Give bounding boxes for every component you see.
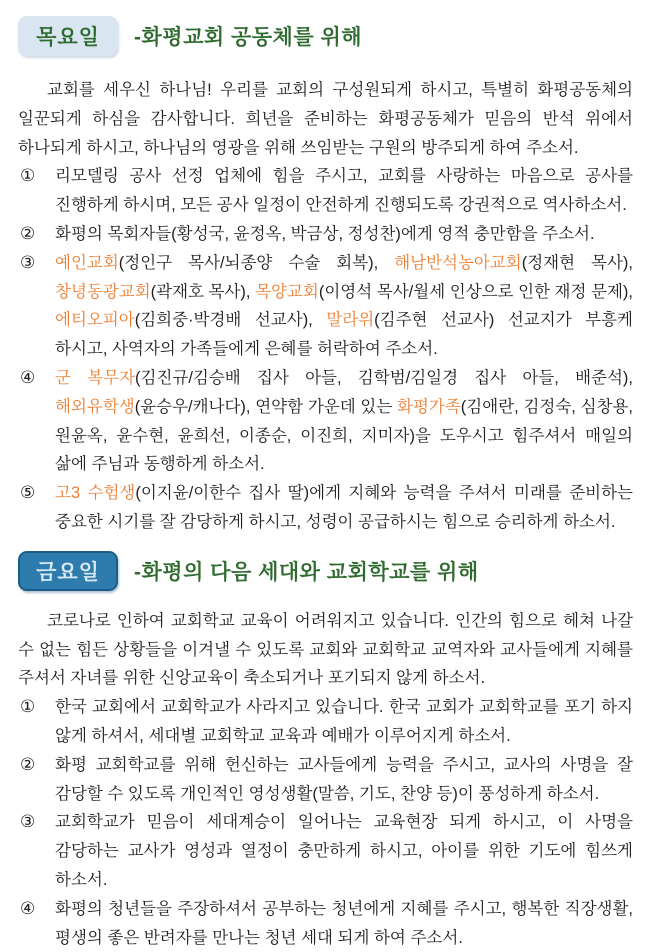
text-segment: (정인구 목사/뇌종양 수술 회복), [118,253,395,272]
text-segment: 화평의 청년들을 주장하셔서 공부하는 청년에게 지혜를 주시고, 행복한 직장생활, 평생의 좋은 반려자를 만나는 청년 세대 되게 하여 주소서. [55,899,633,947]
text-segment: 화평의 목회자들(황성국, 윤정옥, 박금상, 정성찬)에게 영적 충만함을 주소서. [55,224,595,243]
prayer-item [18,751,633,809]
item-number: ⑤ [20,483,36,503]
text-segment: 교회학교가 믿음이 세대계승이 일어나는 교육현장 되게 하시고, 이 사명을 감당하는 교사가 영성과 열정이 충만하게 하시고, 아이를 위한 기도에 힘쓰게 하소서. [55,813,633,889]
section-friday [18,551,633,952]
item-number: ④ [20,898,36,918]
item-text [55,364,633,479]
prayer-item [18,808,633,894]
item-text [55,808,633,894]
highlighted-phrase: 해남반석농아교회 [394,253,522,272]
friday-title: -화평의 다음 세대와 교회학교를 위해 [134,560,479,584]
item-text [55,162,633,220]
text-segment: (이지윤/이한수 집사 딸)에게 지혜와 능력을 주셔서 미래를 준비하는 중요한 시기를 잘 감당하게 하시고, 성령이 공급하시는 힘으로 승리하게 하소서. [55,484,633,531]
text-segment: (이영석 목사/월세 인상으로 인한 재정 문제), [318,282,633,301]
text-segment: (김애란, 김정숙, 심창용, 원윤옥, 윤수현, 윤희선, 이종순, 이진희, 지미자)을 도우시고 힘주셔서 매일의 삶에 주님과 동행하게 하소서. [55,397,634,474]
item-number: ② [20,754,36,774]
thursday-badge: 목요일 [18,16,118,56]
prayer-item [18,220,633,249]
text-segment: (김희중·박경배 선교사), [134,311,327,330]
item-text [55,479,633,537]
prayer-item [18,162,633,220]
item-text [55,895,633,952]
thursday-title: -화평교회 공동체를 위해 [134,26,363,49]
friday-header [18,551,633,591]
highlighted-phrase: 목양교회 [255,282,319,301]
prayer-item [18,364,633,479]
highlighted-phrase: 예인교회 [55,253,119,272]
thursday-header [18,16,633,56]
item-text [55,693,633,751]
text-segment: (윤승우/캐나다), 연약함 가운데 있는 [134,397,398,416]
item-number: ③ [20,252,36,272]
item-number: ① [20,166,36,186]
item-text [55,751,633,809]
highlighted-phrase: 고3 수험생 [55,484,136,503]
highlighted-phrase: 군 복무자 [55,368,136,387]
text-segment: (정재현 목사), [521,253,634,272]
prayer-item [18,249,633,364]
highlighted-phrase: 에티오피아 [55,311,135,330]
prayer-item [18,479,633,537]
highlighted-phrase: 화평가족 [397,397,461,416]
item-number: ④ [20,367,36,387]
section-thursday [18,16,633,537]
thursday-intro-paragraph: 교회를 세우신 하나님! 우리를 교회의 구성원되게 하시고, 특별히 화평공동체의 일꾼되게 하심을 감사합니다. 희년을 준비하는 화평공동체가 믿음의 반석 위에서 하나되게 하시고, 하나님의 영광을 위해 쓰임받는 구원의 방주되게 하여 주소서. [18,81,633,157]
highlighted-phrase: 창녕동광교회 [55,282,151,301]
highlighted-phrase: 말라위 [326,311,375,330]
thursday-prayer-list [18,162,633,536]
text-segment: (김주현 선교사) 선교지가 부흥케 하시고, 사역자의 가족들에게 은혜를 허락하여 주소서. [55,311,633,359]
friday-prayer-list [18,693,633,952]
text-segment: 한국 교회에서 교회학교가 사라지고 있습니다. 한국 교회가 교회학교를 포기 하지 않게 하셔서, 세대별 교회학교 교육과 예배가 이루어지게 하소서. [55,698,633,745]
prayer-item [18,895,633,952]
item-number: ③ [20,812,36,832]
highlighted-phrase: 해외유학생 [55,397,135,416]
text-segment: 화평 교회학교를 위해 헌신하는 교사들에게 능력을 주시고, 교사의 사명을 잘 감당할 수 있도록 개인적인 영성생활(말씀, 기도, 찬양 등)이 풍성하게 하소서. [55,755,633,803]
item-number: ① [20,697,36,717]
text-segment: 리모델링 공사 선정 업체에 힘을 주시고, 교회를 사랑하는 마음으로 공사를 진행하게 하시며, 모든 공사 일정이 안전하게 진행되도록 강권적으로 역사하소서. [55,167,633,215]
friday-badge: 금요일 [18,551,118,591]
item-text [55,220,633,249]
prayer-item [18,693,633,751]
item-text [55,249,633,364]
text-segment: (김진규/김승배 집사 아들, 김학범/김일경 집사 아들, 배준석), [135,368,634,387]
friday-intro-paragraph: 코로나로 인하여 교회학교 교육이 어려워지고 있습니다. 인간의 힘으로 헤쳐 나갈 수 없는 힘든 상황들을 이겨낼 수 있도록 교회와 교회학교 교역자와 교사들에게 지혜를 주셔서 자녀를 위한 신앙교육이 축소되거나 포기되지 않게 하소서. [18,611,633,688]
text-segment: (곽재호 목사), [150,282,256,301]
item-number: ② [20,223,36,243]
